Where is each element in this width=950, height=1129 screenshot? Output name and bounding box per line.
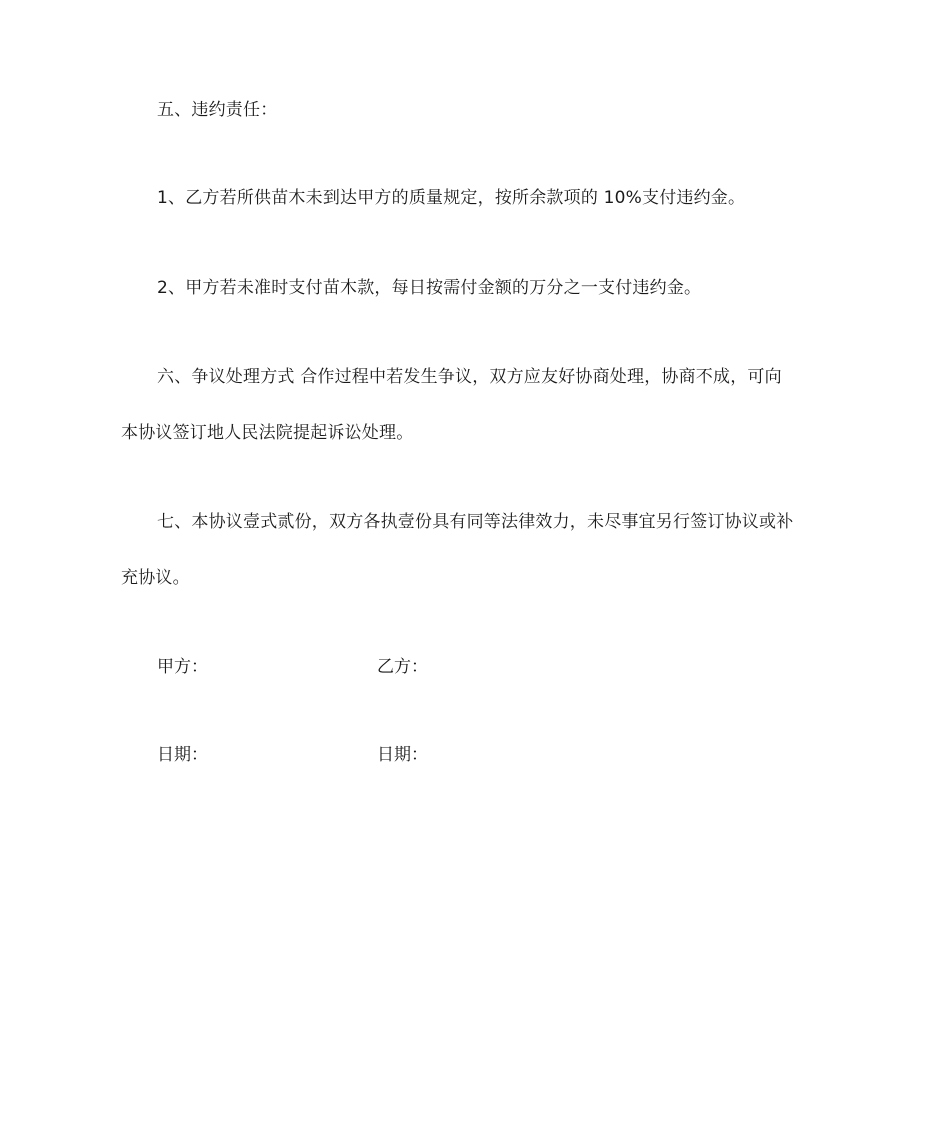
section-5-heading: 五、违约责任： — [157, 100, 278, 120]
section-6-line-2: 本协议签订地人民法院提起诉讼处理。 — [121, 423, 414, 443]
signature-date-row — [157, 743, 557, 767]
party-a-label: 甲方： — [157, 657, 208, 677]
party-b-label: 乙方： — [377, 657, 428, 677]
date-a-label: 日期： — [157, 745, 208, 765]
signature-party-row — [157, 655, 557, 679]
section-6-line-1: 六、争议处理方式 合作过程中若发生争议，双方应友好协商处理，协商不成，可向 — [157, 367, 782, 387]
section-5-item-2: 2、甲方若未准时支付苗木款，每日按需付金额的万分之一支付违约金。 — [157, 278, 702, 298]
section-5-item-1: 1、乙方若所供苗木未到达甲方的质量规定，按所余款项的 10%支付违约金。 — [157, 188, 746, 208]
section-7-line-1: 七、本协议壹式贰份，双方各执壹份具有同等法律效力，未尽事宜另行签订协议或补 — [157, 512, 794, 532]
section-7-line-2: 充协议。 — [121, 568, 190, 588]
date-b-label: 日期： — [377, 745, 428, 765]
